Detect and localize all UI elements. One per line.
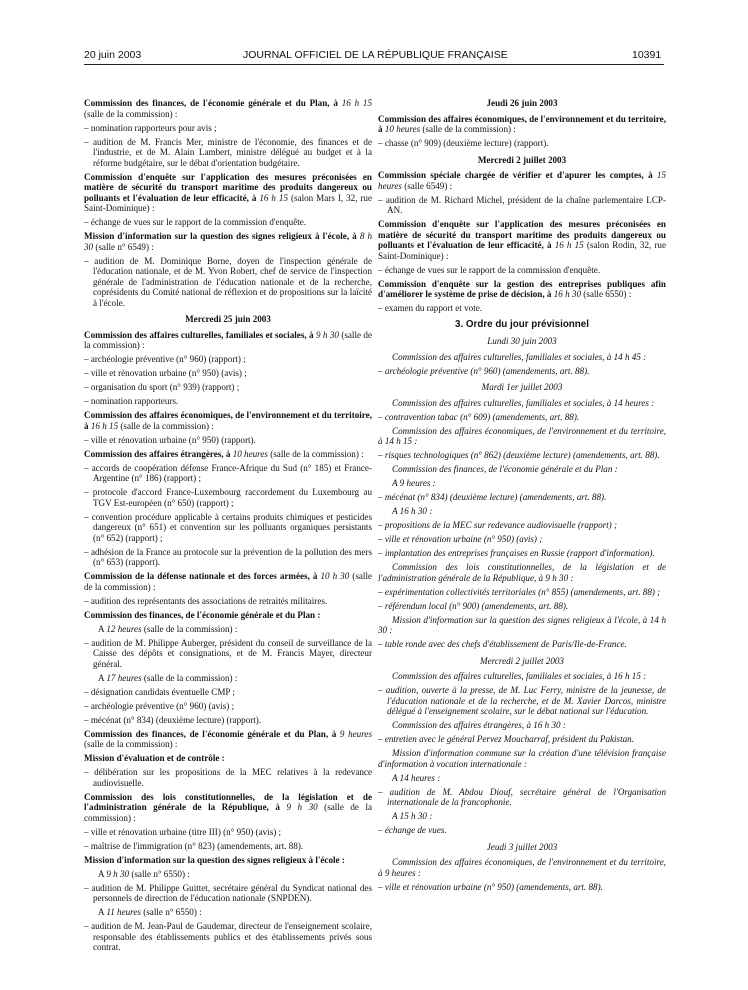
agenda-block (84, 98, 372, 168)
committee-name: Mission d'information sur la question des signes religieux à l'école, à (84, 231, 357, 241)
agenda-item: – adhésion de la France au protocole sur la prévention de la pollution des mers (n° 653) (rapport). (84, 546, 372, 567)
agenda-block (378, 671, 666, 836)
meeting-time: 16 h 15 (90, 420, 119, 431)
committee-name: Commission des affaires économiques, de l'environnement et du territoire, à 14 h 15 : (378, 425, 666, 446)
header-rule (84, 64, 664, 65)
agenda-item: – chasse (n° 909) (deuxième lecture) (rapport). (378, 138, 549, 148)
date-heading: Lundi 30 juin 2003 (487, 336, 557, 346)
time-prefix: A (98, 623, 107, 634)
agenda-item: – ville et rénovation urbaine (n° 950) (avis) ; (378, 534, 543, 544)
agenda-block (84, 449, 372, 568)
date-heading: Mercredi 25 juin 2003 (185, 314, 271, 324)
meeting-room: (salle n° 6550) : (129, 868, 190, 879)
agenda-block (378, 170, 666, 216)
committee-name: Commission d'enquête sur l'application des mesures préconisées en matière de sécurité du transport maritime des produits dangereux ou polluants et l'évaluation de leur efficacité, à (378, 219, 666, 250)
committee-name: Mission d'information sur la question des signes religieux à l'école, à 14 h 30 : (378, 614, 666, 635)
committee-name: Commission des affaires culturelles, familiales et sociales, à 16 h 15 : (392, 671, 647, 681)
meeting-time: 12 heures (106, 623, 142, 634)
agenda-item: – maîtrise de l'immigration (n° 823) (amendements, art. 88). (84, 840, 304, 851)
committee-name: Mission d'information sur la question des signes religieux à l'école : (84, 854, 345, 865)
agenda-item: – audition de M. Abdou Diouf, secrétaire général de l'Organisation internationale de la francophonie. (378, 786, 666, 807)
left-column (84, 98, 372, 956)
committee-name: Commission des affaires économiques, de l'environnement et du territoire, à 9 heures : (378, 857, 666, 878)
meeting-time: 8 h 30 (84, 231, 373, 252)
agenda-item: – nomination rapporteurs. (84, 396, 179, 406)
meeting-room: (salle de la commission) : (118, 420, 214, 431)
time-slot: A 15 h 30 : (392, 811, 433, 821)
time-slot: A 16 h 30 : (392, 506, 433, 516)
committee-name: Commission des affaires culturelles, familiales et sociales, à 14 h 45 : (392, 351, 647, 362)
agenda-block (84, 610, 372, 726)
agenda-block (378, 857, 666, 892)
meeting-room: (salle n° 6549) : (93, 241, 154, 252)
agenda-block (84, 172, 372, 228)
time-prefix: A (98, 672, 107, 683)
agenda-item: – désignation candidats éventuelle CMP ; (84, 686, 235, 697)
sub-heading: Mission d'évaluation et de contrôle : (84, 753, 225, 763)
meeting-room: (salle n° 6550) : (140, 907, 202, 917)
meeting-time: 16 h 15 (341, 98, 373, 108)
date-heading: Jeudi 26 juin 2003 (486, 98, 558, 108)
committee-name: Commission des lois constitutionnelles, de la législation et de l'administration générale de la République, à (84, 791, 372, 812)
meeting-time: 9 h 30 (106, 868, 130, 879)
committee-name: Commission des finances, de l'économie générale et du Plan, à (84, 728, 337, 739)
agenda-item: – audition, ouverte à la presse, de M. Luc Ferry, ministre de la jeunesse, de l'éducation nationale et de la recherche, et de M. Xavier Darcos, ministre délégué à l'enseignement scolaire, sur le débat national sur l'éducation. (378, 685, 666, 716)
agenda-block (84, 410, 372, 445)
meeting-room: (salle 6550) : (583, 289, 632, 299)
agenda-block (84, 729, 372, 789)
committee-name: Commission des lois constitutionnelles, de la législation et de l'administration générale de la République, à 9 h 30 : (378, 562, 666, 583)
meeting-time: 10 h 30 (320, 571, 350, 581)
agenda-block (84, 330, 372, 407)
agenda-item: – audition de M. Jean-Paul de Gaudemar, directeur de l'enseignement scolaire, responsable des établissements publics et des établissements privés sous contrat. (84, 921, 372, 952)
agenda-item: – risques technologiques (n° 862) (deuxième lecture) (amendements, art. 88). (378, 450, 660, 460)
meeting-time: 9 heures (339, 728, 372, 739)
committee-name: Commission des affaires économiques, de l'environnement et du territoire, à (84, 410, 372, 431)
header-date: 20 juin 2003 (84, 49, 142, 61)
meeting-time: 11 heures (106, 907, 141, 917)
committee-name: Commission des affaires culturelles, familiales et sociales, à (84, 329, 314, 340)
agenda-item: – audition des représentants des associations de retraités militaires. (84, 595, 328, 606)
agenda-item: – accords de coopération défense France-Afrique du Sud (n° 185) et France-Argentine (n° 186) (rapport) ; (84, 462, 372, 483)
agenda-item: – audition de M. Francis Mer, ministre de l'économie, des finances et de l'industrie, et de M. Alain Lambert, ministre délégué au budget et à la réforme budgétaire, sur le débat d'orientation budgétaire. (84, 136, 372, 168)
time-slot: A 14 heures : (392, 772, 441, 783)
committee-name: Commission des affaires culturelles, familiales et sociales, à 14 heures : (392, 397, 655, 408)
meeting-room: (salle de la commission) : (141, 623, 238, 634)
agenda-item: – échange de vues. (378, 825, 447, 835)
meeting-room: (salle de la commission) : (84, 802, 373, 823)
agenda-block (378, 352, 666, 377)
meeting-room: (salon Mars I, 32, rue Saint-Dominique) : (84, 192, 373, 213)
agenda-item: – archéologie préventive (n° 960) (avis) ; (84, 700, 235, 711)
committee-name: Commission des finances, de l'économie générale et du Plan : (392, 464, 618, 474)
header-page-number: 10391 (632, 49, 662, 61)
meeting-room: (salon Rodin, 32, rue Saint-Dominique) : (378, 240, 667, 261)
agenda-item: – convention procédure applicable à certains produits chimiques et pesticides dangereux (n° 651) et convention sur les polluants organiques persistants (n° 652) (rapport) ; (84, 511, 372, 543)
agenda-item: – mécénat (n° 834) (deuxième lecture) (amendements, art. 88). (378, 492, 607, 502)
agenda-block (378, 398, 666, 650)
date-heading: Mardi 1er juillet 2003 (481, 382, 563, 392)
agenda-item: – référendum local (n° 900) (amendements, art. 88). (378, 600, 569, 611)
committee-name: Commission des affaires économiques, de l'environnement et du territoire, à (378, 113, 666, 134)
meeting-time: 15 heures (378, 170, 666, 191)
agenda-item: – audition de M. Philippe Auberger, président du conseil de surveillance de la Caisse des dépôts et consignations, et de M. Francis Mayer, directeur général. (84, 637, 372, 669)
date-heading: Mercredi 2 juillet 2003 (477, 154, 567, 165)
agenda-block (84, 571, 372, 606)
meeting-room: (salle 6549) : (401, 180, 453, 191)
time-slot: A 9 heures : (392, 478, 436, 488)
agenda-item: – archéologie préventive (n° 960) (rapport) ; (84, 354, 246, 364)
agenda-item: – contravention tabac (n° 609) (amendements, art. 88). (378, 411, 580, 422)
agenda-item: – implantation des entreprises françaises en Russie (rapport d'information). (378, 548, 655, 558)
committee-name: Commission des affaires étrangères, à 16 h 30 : (392, 720, 566, 730)
committee-name: Commission des finances, de l'économie générale et du Plan : (84, 609, 321, 620)
agenda-item: – examen du rapport et vote. (378, 303, 483, 313)
committee-name: Commission d'enquête sur la gestion des entreprises publiques afin d'améliorer le système de prise de décision, à (378, 278, 666, 299)
committee-name: Commission des finances, de l'économie générale et du Plan, à (84, 98, 338, 108)
agenda-item: – nomination rapporteurs pour avis ; (84, 122, 217, 133)
committee-name: Commission d'enquête sur l'application des mesures préconisées en matière de sécurité du transport maritime des produits dangereux ou polluants et l'évaluation de leur efficacité, à (84, 171, 372, 203)
meeting-time: 10 heures (232, 448, 268, 459)
meeting-room: (salle de la commission) : (141, 672, 238, 683)
right-column (378, 98, 666, 896)
committee-name: Mission d'information commune sur la création d'une télévision française d'information à vocation internationale : (378, 748, 666, 769)
agenda-item: – délibération sur les propositions de la MEC relatives à la redevance audiovisuelle. (84, 767, 372, 788)
agenda-item: – audition de M. Richard Michel, président de la chaîne parlementaire LCP-AN. (378, 194, 666, 215)
agenda-item: – ville et rénovation urbaine (n° 950) (avis) ; (84, 368, 247, 378)
agenda-item: – protocole d'accord France-Luxembourg raccordement du Luxembourg au TGV Est-européen (n° 650) (rapport) ; (84, 487, 372, 508)
meeting-room: (salle de la commission) : (267, 448, 364, 459)
meeting-room: (salle de la commission) : (84, 329, 372, 350)
committee-name: Commission des affaires étrangères, à (84, 448, 231, 459)
agenda-block (84, 855, 372, 953)
agenda-item: – mécénat (n° 834) (deuxième lecture) (rapport). (84, 714, 262, 725)
agenda-item: – ville et rénovation urbaine (titre III) (n° 950) (avis) ; (84, 826, 282, 837)
agenda-item: – ville et rénovation urbaine (n° 950) (rapport). (84, 434, 256, 445)
time-prefix: A (98, 868, 107, 879)
meeting-time: 9 h 30 (315, 329, 339, 340)
agenda-item: – échange de vues sur le rapport de la commission d'enquête. (84, 217, 307, 227)
agenda-item: – entretien avec le général Pervez Moucharraf, président du Pakistan. (378, 734, 634, 744)
agenda-item: – ville et rénovation urbaine (n° 950) (amendements, art. 88). (378, 881, 603, 892)
meeting-room: (salle de la commission) : (84, 108, 178, 119)
meeting-time: 10 heures (384, 124, 421, 134)
agenda-block (378, 279, 666, 314)
meeting-time: 9 h 30 (286, 802, 318, 812)
date-heading: Jeudi 3 juillet 2003 (486, 841, 558, 852)
meeting-room: (salle de la commission) : (420, 124, 516, 134)
meeting-time: 16 h 30 (553, 289, 581, 299)
committee-name: Commission spéciale chargée de vérifier et d'apurer les comptes, à (378, 170, 653, 180)
time-prefix: A (98, 907, 107, 917)
agenda-item: – échange de vues sur le rapport de la commission d'enquête. (378, 264, 601, 275)
agenda-block (84, 792, 372, 852)
meeting-room: (salle de la commission) : (84, 571, 373, 592)
agenda-item: – table ronde avec des chefs d'établissement de Paris/Ile-de-France. (378, 639, 627, 649)
agenda-block (378, 219, 666, 275)
header-title: JOURNAL OFFICIEL DE LA RÉPUBLIQUE FRANÇAISE (243, 49, 508, 61)
date-heading: Mercredi 2 juillet 2003 (480, 655, 564, 666)
agenda-item: – expérimentation collectivités territoriales (n° 855) (amendements, art. 88) ; (378, 586, 661, 597)
meeting-time: 17 heures (106, 672, 142, 683)
meeting-room: (salle de la commission) : (84, 739, 178, 749)
meeting-time: 16 h 15 (259, 192, 289, 203)
agenda-item: – audition de M. Dominique Borne, doyen de l'inspection générale de l'éducation nationale, et de M. Yvon Robert, chef de service de l'inspection générale de l'administration de l'éducation nationale et de la recherche, coprésidents du Comité national de réflexion et de propositions sur la laïcité à l'école. (84, 255, 372, 308)
agenda-item: – archéologie préventive (n° 960) (amendements, art. 88). (378, 365, 590, 376)
committee-name: Commission de la défense nationale et des forces armées, à (84, 571, 318, 581)
agenda-item: – audition de M. Philippe Guittet, secrétaire général du Syndicat national des personnels de direction de l'éducation nationale (SNPDEN). (84, 882, 372, 903)
agenda-item: – organisation du sport (n° 939) (rapport) ; (84, 382, 240, 392)
agenda-item: – propositions de la MEC sur redevance audiovisuelle (rapport) ; (378, 520, 618, 530)
section-heading: 3. Ordre du jour prévisionnel (455, 318, 589, 330)
meeting-time: 16 h 15 (554, 240, 584, 250)
agenda-block (84, 231, 372, 308)
agenda-block (378, 114, 666, 149)
